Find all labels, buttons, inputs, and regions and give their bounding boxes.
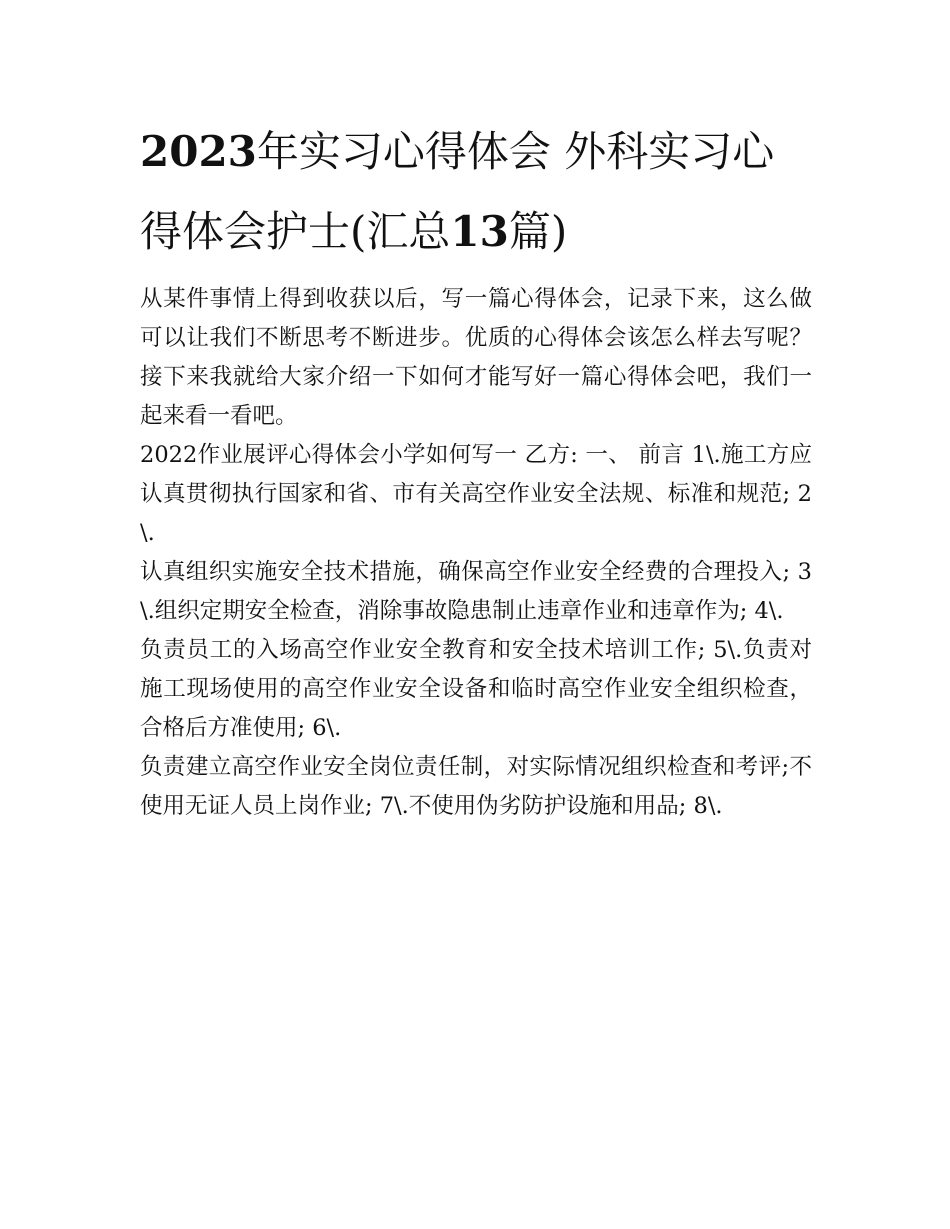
paragraph-responsibility: 负责建立高空作业安全岗位责任制，对实际情况组织检查和考评;不使用无证人员上岗作业; 7\.不使用伪劣防护设施和用品; 8\. — [140, 754, 812, 819]
document-page — [140, 112, 812, 826]
paragraph-training: 负责员工的入场高空作业安全教育和安全技术培训工作; 5\.负责对施工现场使用的高空作业安全设备和临时高空作业安全组织检查，合格后方准使用; 6\. — [140, 637, 812, 741]
paragraph-safety-measures: 认真组织实施安全技术措施，确保高空作业安全经费的合理投入; 3\.组织定期安全检查，消除事故隐患制止违章作业和违章作为; 4\. — [140, 559, 812, 624]
paragraph-preface: 2022作业展评心得体会小学如何写一 乙方: 一、 前言 1\.施工方应认真贯彻执行国家和省、市有关高空作业安全法规、标准和规范; 2\. — [140, 442, 812, 546]
document-title: 2023年实习心得体会 外科实习心得体会护士(汇总13篇) — [140, 127, 775, 256]
paragraph-intro: 从某件事情上得到收获以后，写一篇心得体会，记录下来，这么做可以让我们不断思考不断进步。优质的心得体会该怎么样去写呢？接下来我就给大家介绍一下如何才能写好一篇心得体会吧，我们一起来看一看吧。 — [140, 286, 812, 429]
title-number: 13 — [450, 207, 509, 256]
title-number: 2023 — [140, 127, 257, 176]
